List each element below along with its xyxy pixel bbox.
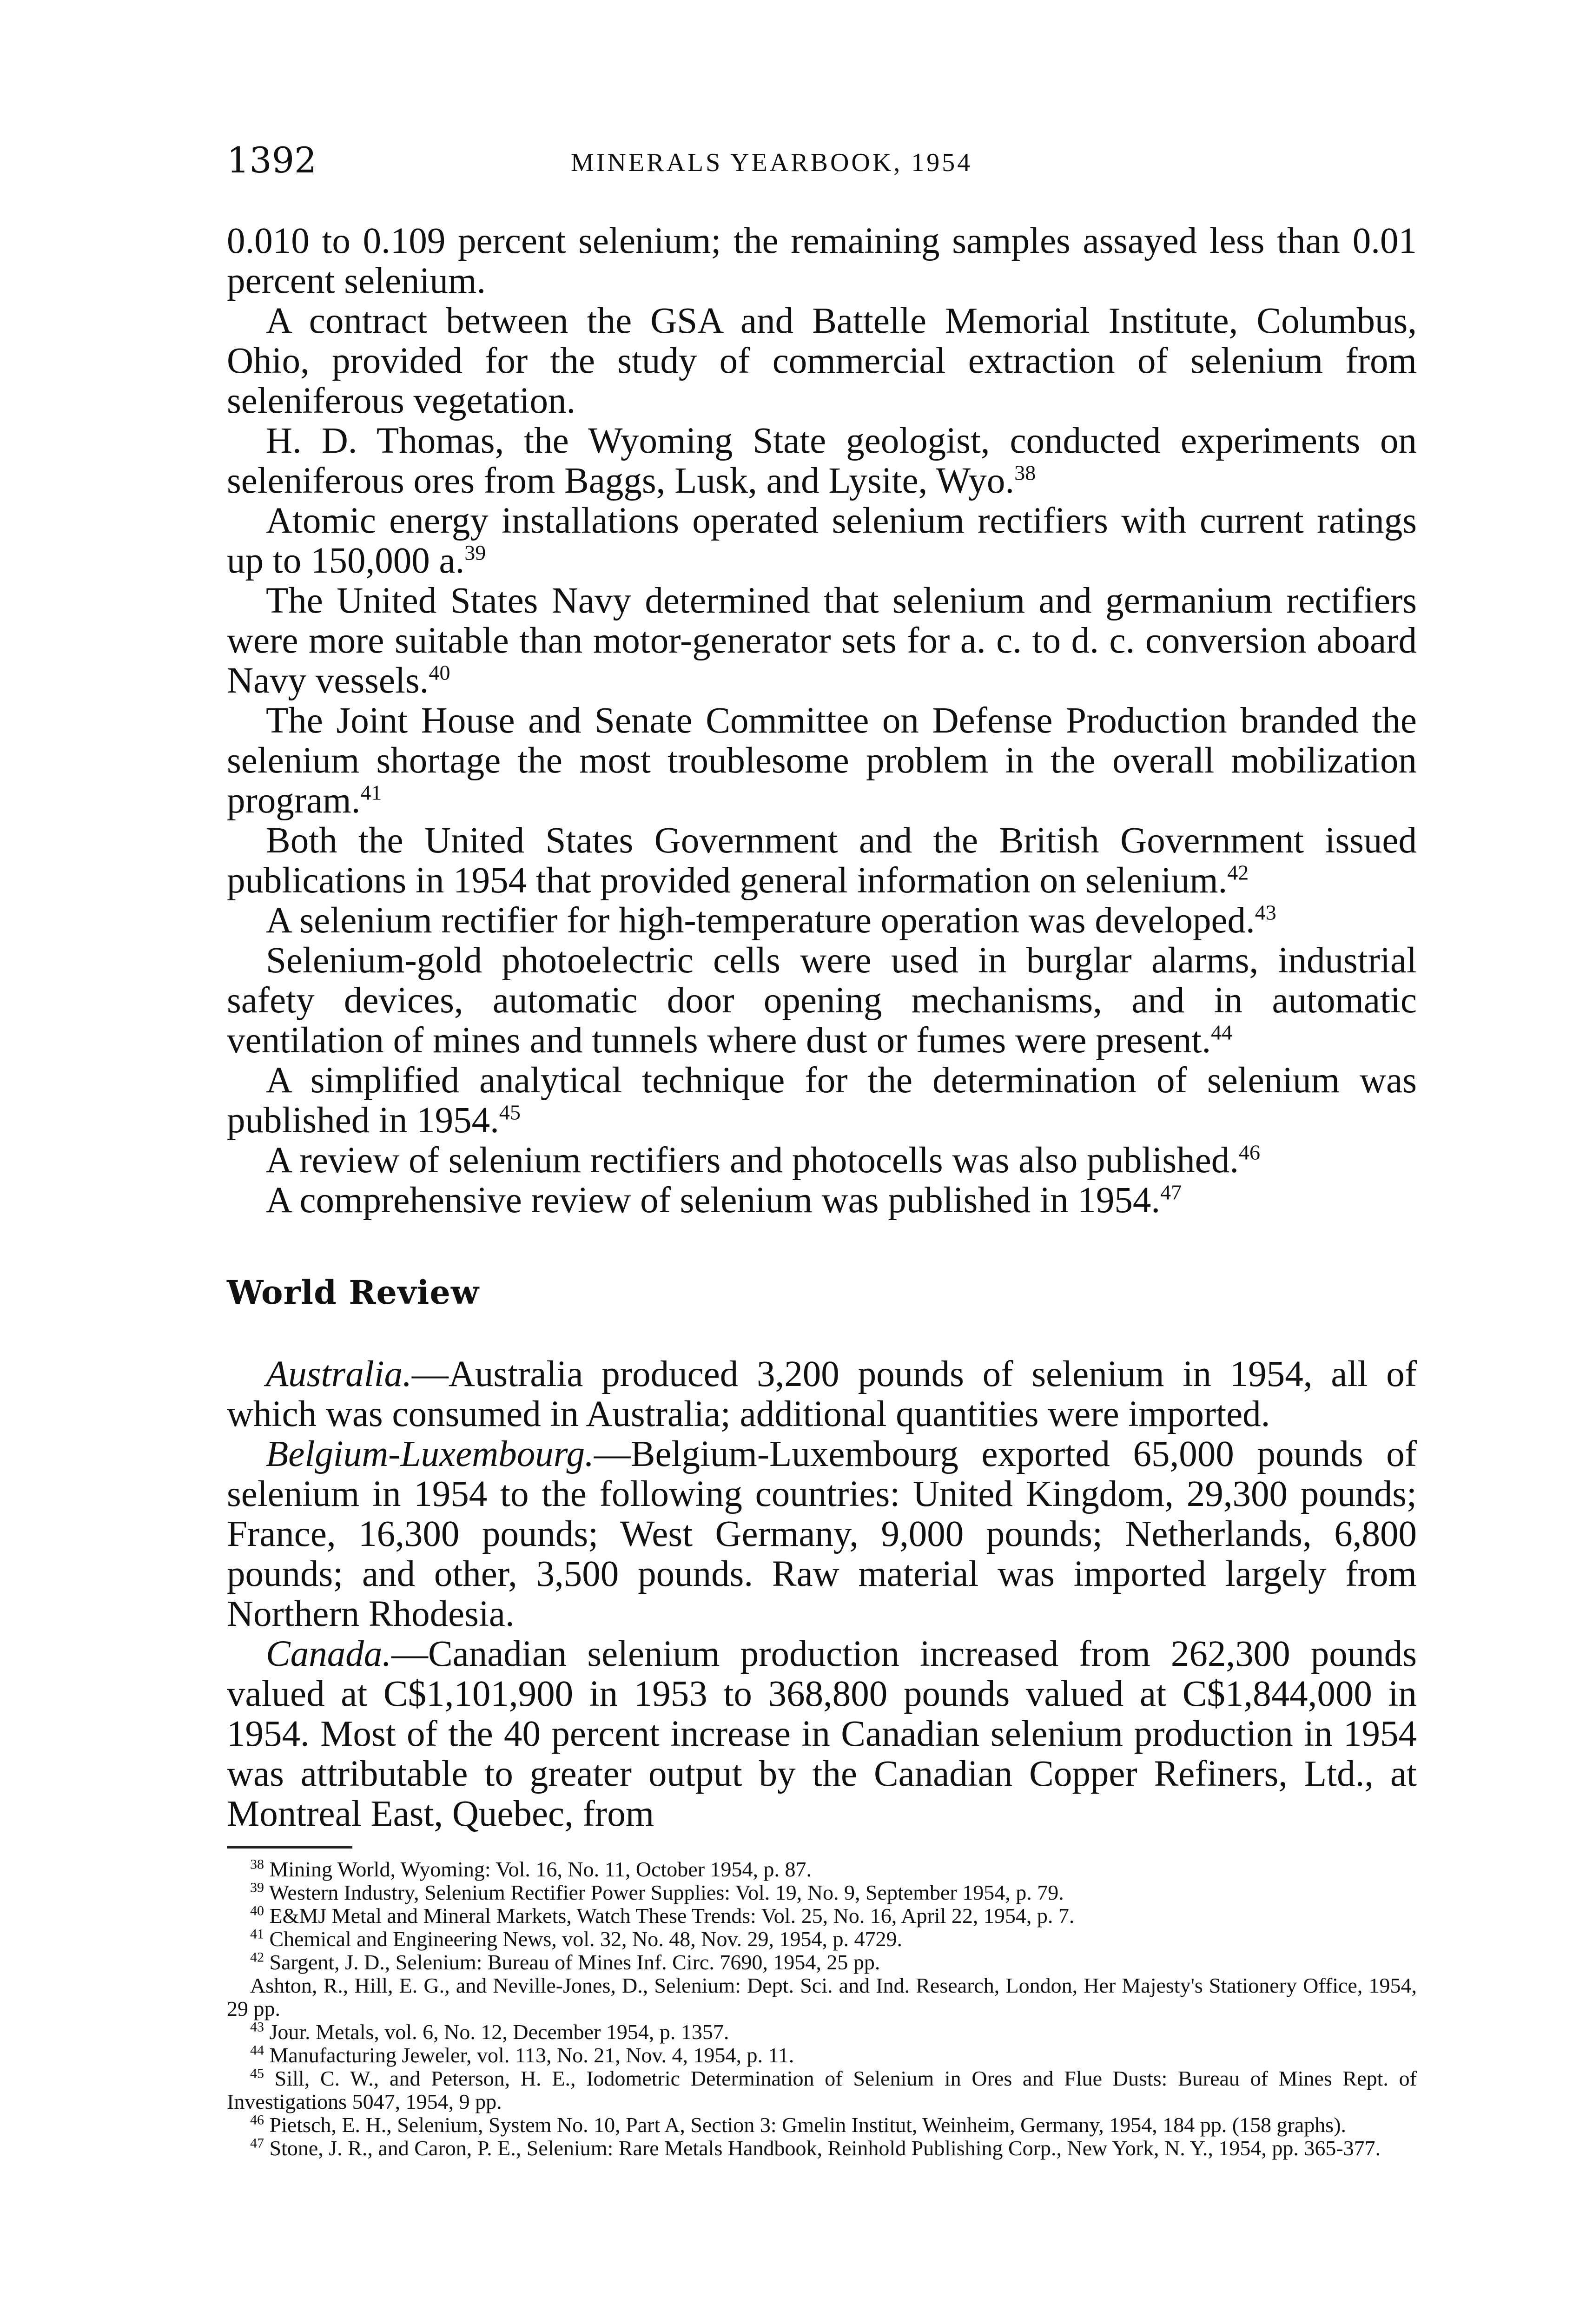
footnotes bbox=[227, 1858, 1417, 2160]
footnote: $^{46}$ Pietsch, E. H., Selenium, System No. 10, Part A, Section 3: Gmelin Institut, Weinheim, Germany, 1954, 184 pp. (158 graphs). bbox=[250, 2112, 1347, 2137]
paragraph: A comprehensive review of selenium was published in 1954.47 bbox=[266, 1180, 1182, 1221]
paragraph: Selenium-gold photoelectric cells were used in burglar alarms, industrial safety devices, automatic door opening mechanisms, and in automatic ventilation of mines and tunnels where dust or fumes were present.$^{44}$ bbox=[227, 940, 1417, 1061]
footnote: $^{44}$ Manufacturing Jeweler, vol. 113, No. 21, Nov. 4, 1954, p. 11. bbox=[250, 2042, 794, 2067]
footnote-ref: 38 bbox=[1014, 461, 1036, 485]
paragraph: A contract between the GSA and Battelle Memorial Institute, Columbus, Ohio, provided for the study of commercial extraction of selenium from seleniferous vegetation. bbox=[227, 301, 1417, 421]
paragraph: The Joint House and Senate Committee on Defense Production branded the selenium shortage the most troublesome problem in the overall mobilization program.$^{41}$ bbox=[227, 700, 1417, 821]
footnote: $^{40}$ E&MJ Metal and Mineral Markets, Watch These Trends: Vol. 25, No. 16, April 22, 1954, p. 7. bbox=[250, 1903, 1075, 1928]
running-head: MINERALS YEARBOOK, 1954 bbox=[571, 148, 973, 177]
paragraph: Both the United States Government and the British Government issued publications in 1954 that provided general information on selenium.$^{42}$ bbox=[227, 820, 1417, 901]
country-name: Belgium-Luxembourg. bbox=[266, 1434, 594, 1474]
footnote: $^{45}$ Sill, C. W., and Peterson, H. E., Iodometric Determination of Selenium in Ores and Flue Dusts: Bureau of Mines Rept. of Investigations 5047, 1954, 9 pp. bbox=[227, 2066, 1417, 2113]
footnote-ref: 43 bbox=[1255, 900, 1276, 924]
footnote: $^{42}$ Sargent, J. D., Selenium: Bureau of Mines Inf. Circ. 7690, 1954, 25 pp. bbox=[250, 1949, 880, 1974]
paragraph: A review of selenium rectifiers and photocells was also published.$^{46}$ bbox=[266, 1140, 1260, 1181]
footnote-ref: 40 bbox=[429, 660, 450, 685]
footnote: $^{43}$ Jour. Metals, vol. 6, No. 12, December 1954, p. 1357. bbox=[250, 2019, 729, 2044]
country-name: Canada. bbox=[266, 1634, 391, 1674]
paragraph: Atomic energy installations operated selenium rectifiers with current ratings up to 150,000 a.$^{39}$ bbox=[227, 501, 1417, 581]
footnote: $^{47}$ Stone, J. R., and Caron, P. E., Selenium: Rare Metals Handbook, Reinhold Publishing Corp., New York, N. Y., 1954, pp. 365-377. bbox=[250, 2135, 1381, 2160]
country-paragraph: Belgium-Luxembourg.—Belgium-Luxembourg exported 65,000 pounds of selenium in 1954 to the following countries: United Kingdom, 29,300 pounds; France, 16,300 pounds; West Germany, 9,000 pounds; Netherlands, 6,800 pounds; and other, 3,500 pounds. Raw material was imported largely from Northern Rhodesia. bbox=[227, 1434, 1417, 1634]
footnote-divider bbox=[227, 1846, 352, 1849]
footnote-ref: 42 bbox=[1227, 860, 1249, 885]
footnote-ref: 45 bbox=[499, 1100, 521, 1124]
paragraph: 0.010 to 0.109 percent selenium; the remaining samples assayed less than 0.01 percent selenium. bbox=[227, 221, 1417, 301]
section-heading: World Review bbox=[227, 1273, 480, 1312]
footnote-ref: 46 bbox=[1238, 1140, 1260, 1164]
footnote: $^{39}$ Western Industry, Selenium Rectifier Power Supplies: Vol. 19, No. 9, September 1954, p. 79. bbox=[250, 1880, 1064, 1904]
footnote: $^{41}$ Chemical and Engineering News, vol. 32, No. 48, Nov. 29, 1954, p. 4729. bbox=[250, 1926, 902, 1951]
footnote: Ashton, R., Hill, E. G., and Neville-Jones, D., Selenium: Dept. Sci. and Ind. Research, London, Her Majesty's Stationery Office, 1954, 29 pp. bbox=[227, 1974, 1417, 2020]
footnote-ref: 44 bbox=[1211, 1020, 1233, 1044]
paragraph: The United States Navy determined that selenium and germanium rectifiers were more suitable than motor-generator sets for a. c. to d. c. conversion aboard Navy vessels.$^{40}$ bbox=[227, 581, 1417, 701]
country-paragraph: Australia.—Australia produced 3,200 pounds of selenium in 1954, all of which was consumed in Australia; additional quantities were imported. bbox=[227, 1354, 1417, 1434]
country-paragraph: Canada.—Canadian selenium production increased from 262,300 pounds valued at C$1,101,900 in 1953 to 368,800 pounds valued at C$1,844,000 in 1954. Most of the 40 percent increase in Canadian selenium production in 1954 was attributable to greater output by the Canadian Copper Refiners, Ltd., at Montreal East, Quebec, from bbox=[227, 1634, 1417, 1834]
footnote: $^{38}$ Mining World, Wyoming: Vol. 16, No. 11, October 1954, p. 87. bbox=[250, 1856, 812, 1881]
footnote-ref: 41 bbox=[360, 780, 382, 805]
footnote-ref: 47 bbox=[1160, 1180, 1182, 1204]
paragraph: A selenium rectifier for high-temperature operation was developed.$^{43}$ bbox=[266, 900, 1276, 941]
country-name: Australia. bbox=[266, 1354, 412, 1394]
body-text bbox=[227, 221, 1417, 2160]
paragraph: A simplified analytical technique for the determination of selenium was published in 1954.45 bbox=[227, 1060, 1417, 1141]
paragraph: H. D. Thomas, the Wyoming State geologist, conducted experiments on seleniferous ores from Baggs, Lusk, and Lysite, Wyo.$^{38}$ bbox=[227, 421, 1417, 501]
page-number: 1392 bbox=[227, 139, 317, 181]
page-header bbox=[227, 139, 1417, 191]
footnote-ref: 39 bbox=[464, 541, 486, 565]
